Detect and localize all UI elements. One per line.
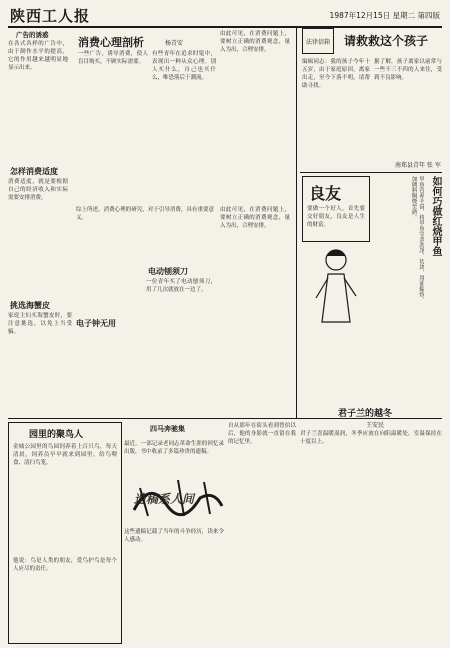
article-body-col1: 一些广告，诱导消费，使人盲目购买，不顾实际需要。 bbox=[78, 51, 148, 65]
section-body-moderate: 消费适度，就是要根据自己的经济收入和实际需要安排消费。 bbox=[8, 179, 68, 201]
orchid-body: 君子兰喜温暖湿润，冬季应放在向阳温暖处，室温保持在十度以上。 bbox=[300, 431, 442, 445]
rescue-body-col1: 编辑同志：我的孩子今年十五岁，由于家庭原因，离家出走，至今下落不明，请帮助寻找。 bbox=[302, 59, 370, 89]
section-divider bbox=[300, 172, 442, 173]
article-headline: 消费心理剖析 bbox=[78, 36, 144, 49]
article-headline: 请救救这个孩子 bbox=[344, 34, 429, 48]
newspaper-title: 陕西工人报 bbox=[10, 7, 91, 25]
section-title-clock: 电子钟无用 bbox=[76, 318, 116, 328]
article-byline: 杨青安 bbox=[165, 40, 184, 47]
recipe-body: 甲鱼营养丰富，将甲鱼宰杀洗净，切块，用油煸炒，加调料焖烧至熟。 bbox=[410, 176, 424, 303]
liangyou-body: 要做一个好人，首先要交好朋友，良友是人生的财富。 bbox=[307, 206, 365, 228]
bird-keeper-body: 金城公园里的鸟园饲养着上百只鸟，每天清晨，饲养员早早就来到园里，给鸟喂食、清扫鸟笼。 bbox=[13, 444, 117, 466]
calligraphy-art bbox=[130, 470, 226, 522]
section-title-moderate: 怎样消费适度 bbox=[10, 166, 58, 176]
article-body-col3: 由此可见，在消费问题上，要树立正确的消费观念，量入为出，合理安排。 bbox=[220, 31, 290, 53]
article-headline: 园里的聚鸟人 bbox=[29, 430, 84, 440]
intro-body: 在各式各样的广告中，由于制作水平的提高，它的作用越来越明显地显示出来。 bbox=[8, 41, 68, 71]
masthead bbox=[8, 4, 442, 28]
figure-illustration-icon bbox=[308, 244, 364, 324]
art-title: 遗稿系人间 bbox=[134, 492, 195, 506]
memoir-body: 这些遗稿记载了当年的斗争经历，读来令人感动。 bbox=[124, 529, 224, 543]
issue-date-line: 1987年12月15日 星期二 第四版 bbox=[329, 11, 440, 20]
article-headline: 君子兰的越冬 bbox=[338, 409, 393, 419]
memoir-body-top: 最近，一部记录老同志革命生涯的回忆录出版，书中收录了多篇珍贵的遗稿。 bbox=[124, 441, 224, 455]
article-body-mid: 综上所述，消费心理的研究，对于引导消费，具有重要意义。 bbox=[76, 207, 214, 221]
section-body-razor: 一位青年买了电动刨须刀，用了几次就放在一边了。 bbox=[146, 279, 216, 293]
article-headline: 如何巧做红烧甲鱼 bbox=[430, 176, 441, 256]
section-title-crab: 挑选海蟹皮 bbox=[10, 300, 50, 310]
article-byline: 南郑县青年 张 军 bbox=[395, 162, 441, 169]
article-body-col3-lower: 由此可见，在消费问题上，要树立正确的消费观念，量入为出，合理安排。 bbox=[220, 207, 290, 229]
zengbo-article-body: 自从那年在街头看到曾伯以后，他的身影就一直留在我的记忆里。 bbox=[228, 423, 296, 445]
bird-keeper-article bbox=[8, 422, 122, 644]
bird-keeper-body-2: 他说：鸟是人类的朋友，爱鸟护鸟是每个人应尽的责任。 bbox=[13, 558, 117, 572]
section-body-crab: 家庭主妇买海蟹皮时，要注意挑选，以免上当受骗。 bbox=[8, 313, 72, 335]
column-label-box bbox=[302, 28, 334, 54]
column-divider bbox=[296, 28, 297, 418]
article-headline: 四马奔驰集 bbox=[150, 424, 185, 433]
rescue-body-col2: 据了解，孩子离家以前常与一些不三不四的人来往，受到不良影响。 bbox=[374, 59, 442, 81]
article-body-col2: 有些青年在追求时髦中，表现出一种从众心理。别人买什么，自己也买什么，唯恐落后于潮流。 bbox=[152, 51, 216, 81]
illustration bbox=[308, 244, 364, 324]
article-byline: 王安民 bbox=[366, 422, 385, 429]
liangyou-box bbox=[302, 176, 370, 242]
liangyou-label: 良友 bbox=[309, 184, 342, 203]
column-label: 法律信箱 bbox=[305, 39, 330, 46]
intro-title: 广告的诱惑 bbox=[16, 31, 49, 39]
section-title-razor: 电动刨须刀 bbox=[148, 266, 188, 276]
